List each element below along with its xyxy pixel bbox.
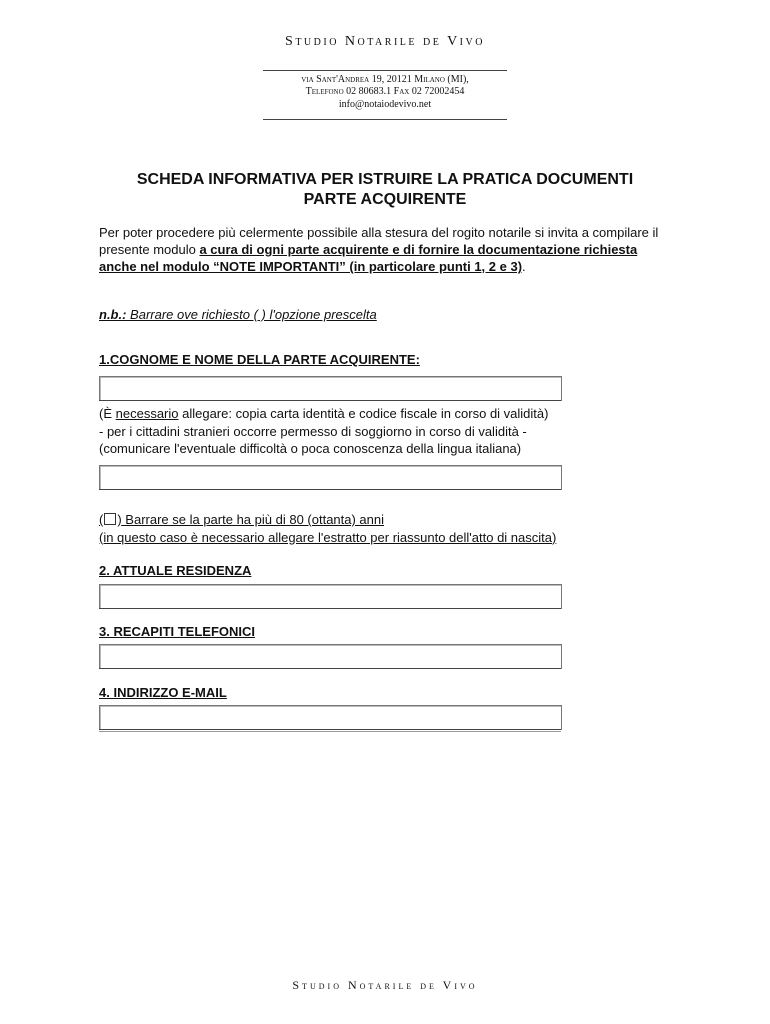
note-open: (È — [99, 406, 116, 421]
phone-field[interactable] — [99, 644, 562, 669]
form-title-line1: SCHEDA INFORMATIVA PER ISTRUIRE LA PRATICA DOCUMENTI — [136, 171, 634, 188]
age-over-80-option — [99, 511, 639, 546]
email-field[interactable] — [99, 705, 562, 730]
field-rule — [99, 400, 561, 401]
section3-heading: 3. RECAPITI TELEFONICI — [99, 624, 256, 639]
language-difficulty-field[interactable] — [99, 465, 562, 490]
form-title-line2: PARTE ACQUIRENTE — [303, 191, 467, 208]
note-line-1 — [99, 405, 619, 423]
age-over-80-checkbox[interactable] — [104, 513, 116, 525]
note-line-3: (comunicare l'eventuale difficoltà o poca conoscenza della lingua italiana) — [99, 441, 522, 456]
letterhead-rule-bottom — [263, 119, 507, 120]
section2-heading: 2. ATTUALE RESIDENZA — [99, 563, 252, 578]
note-line-2: - per i cittadini stranieri occorre permesso di soggiorno in corso di validità - — [99, 423, 527, 439]
note-rest: allegare: copia carta identità e codice fiscale in corso di validità) — [178, 406, 549, 421]
field-rule-double — [99, 731, 561, 732]
letterhead-phone-fax: Telefono 02 80683.1 Fax 02 72002454 — [305, 86, 465, 97]
field-rule — [99, 729, 561, 730]
section1-document-note — [99, 405, 619, 458]
section4-heading: 4. INDIRIZZO E-MAIL — [99, 685, 227, 700]
field-rule — [99, 608, 561, 609]
letterhead-address: via Sant'Andrea 19, 20121 Milano (MI), — [301, 74, 469, 85]
age-checkbox-label: Barrare se la parte ha più di 80 (ottanta) anni — [121, 512, 385, 527]
nb-label: n.b.: — [99, 307, 127, 322]
nb-text: Barrare ove richiesto ( ) l'opzione prescelta — [126, 307, 377, 322]
letterhead-rule-top — [263, 70, 507, 71]
field-rule — [99, 489, 561, 490]
residence-field[interactable] — [99, 584, 562, 609]
age-checkbox-line — [99, 511, 639, 529]
age-checkbox-note: (in questo caso è necessario allegare l'estratto per riassunto dell'atto di nascita) — [99, 529, 557, 545]
section1-heading: 1.COGNOME E NOME DELLA PARTE ACQUIRENTE: — [99, 352, 420, 367]
intro-emphasis: a cura di ogni parte acquirente e di fornire la documentazione richiesta anche nel modulo “NOTE IMPORTANTI” (in particolare punti 1, 2 e 3) — [99, 242, 638, 274]
intro-text: Per poter procedere più celermente possibile alla stesura del rogito notarile si invita a compilare il presente modulo — [99, 225, 659, 257]
field-rule — [99, 668, 561, 669]
form-title — [85, 170, 685, 210]
intro-paragraph — [99, 224, 659, 275]
intro-end: . — [522, 259, 526, 274]
note-necessario: necessario — [115, 406, 179, 421]
check-paren-close: ) — [117, 512, 122, 527]
full-name-field[interactable] — [99, 376, 562, 401]
check-paren-open: ( — [99, 512, 104, 527]
footer-studio-name: Studio Notarile de Vivo — [292, 978, 478, 992]
letterhead-title: Studio Notarile de Vivo — [285, 34, 485, 49]
letterhead-email: info@notaiodevivo.net — [338, 99, 432, 110]
nb-note — [99, 306, 659, 323]
